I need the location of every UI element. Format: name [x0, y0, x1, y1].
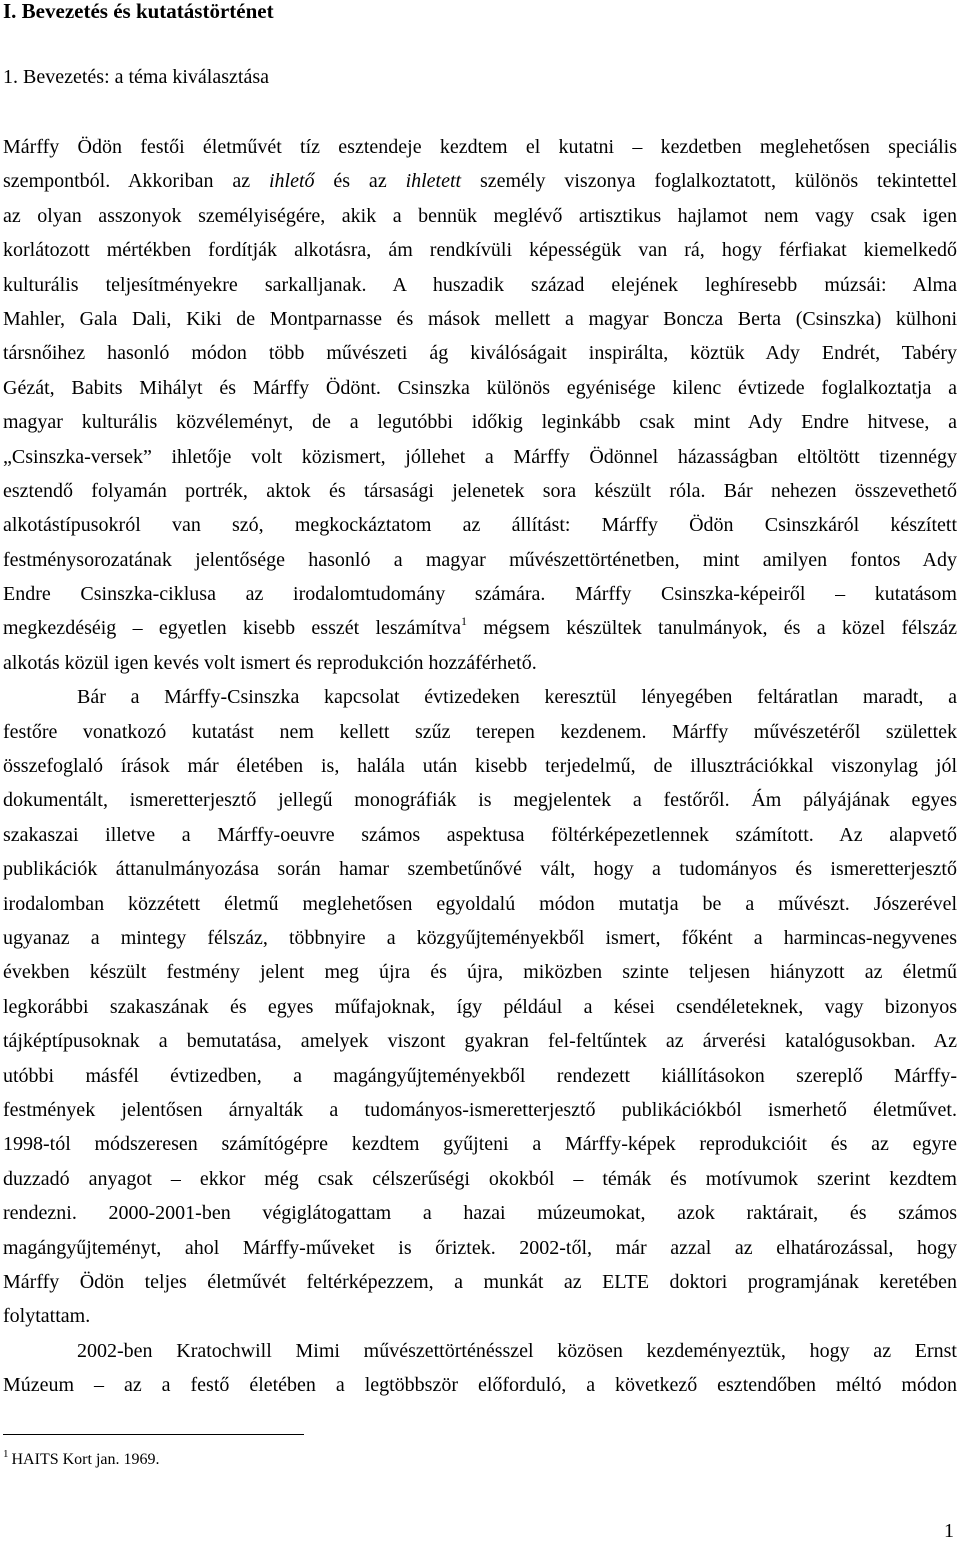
- text-line: utóbbi másfél évtizedben, a magángyűjteményekből rendezett kiállításokon szereplő Márffy-: [3, 1064, 957, 1087]
- text-line: Gézát, Babits Mihályt és Márffy Ödönt. Csinszka különös egyénisége kilenc évtizede foglalkoztatja a: [3, 376, 957, 399]
- emphasized-term: ihletett: [405, 170, 462, 193]
- text-line: publikációk áttanulmányozása során hamar szembetűnővé vált, hogy a tudományos és ismeretterjesztő: [3, 858, 957, 881]
- section-title: 1. Bevezetés: a téma kiválasztása: [3, 66, 269, 88]
- text-line: [3, 611, 957, 645]
- text-line: 2002-ben Kratochwill Mimi művészettörténésszel közösen kezdeményeztük, hogy az Ernst: [77, 1339, 957, 1362]
- footnote: [3, 1448, 159, 1472]
- page-number: 1: [944, 1520, 954, 1542]
- text-line: szakaszai illetve a Márffy-oeuvre számos aspektusa föltérképezetlennek számított. Az alapvető: [3, 823, 957, 846]
- footnote-divider: [3, 1434, 304, 1435]
- text-line: alkotás közül igen kevés volt ismert és reprodukción hozzáférhető.: [3, 651, 537, 674]
- text-line: szempontból. Akkoriban az ihlető és az ihletett személy viszonya foglalkoztatott, különös tekintettel: [3, 170, 957, 193]
- text-line: Múzeum – az a festő életében a legtöbbször előforduló, a következő esztendőben méltó módon: [3, 1374, 957, 1397]
- text-line: az olyan asszonyok személyiségére, akik a bennük meglévő artisztikus hajlamot nem vagy csak igen: [3, 204, 957, 227]
- text-line: magángyűjteményt, ahol Márffy-műveket is őriztek. 2002-től, már azzal az elhatározással, hogy: [3, 1236, 957, 1259]
- text-line: dokumentált, ismeretterjesztő jellegű monográfiák is megjelentek a festőről. Ám pályájának egyes: [3, 789, 957, 812]
- text-line: Bár a Márffy-Csinszka kapcsolat évtizedeken keresztül lényegében feltáratlan maradt, a: [77, 686, 957, 709]
- text-line: festménysorozatának jelentősége hasonló a magyar művészettörténetben, mint amilyen fontos Ady: [3, 548, 957, 571]
- footnote-text: HAITS Kort jan. 1969.: [11, 1451, 160, 1468]
- text-line: Endre Csinszka-ciklusa az irodalomtudomány számára. Márffy Csinszka-képeiről – kutatásom: [3, 583, 957, 606]
- body-text: [3, 130, 957, 1402]
- text-line: tájképtípusoknak a bemutatása, amelyek viszont gyakran fel-feltűntek az árverési katalógusokban. Az: [3, 1030, 957, 1053]
- text-segment: mégsem készültek tanulmányok, és a közel félszáz: [466, 617, 957, 640]
- emphasized-term: ihlető: [269, 170, 315, 193]
- footnote-number: 1: [3, 1448, 9, 1460]
- text-line: Mahler, Gala Dali, Kiki de Montparnasse és mások mellett a magyar Boncza Berta (Csinszka) külhoni: [3, 307, 957, 330]
- text-line: 1998-tól módszeresen számítógépre kezdtem gyűjteni a Márffy-képek reprodukcióit és az egyre: [3, 1133, 957, 1156]
- text-line: Márffy Ödön teljes életművét feltérképezzem, a munkát az ELTE doktori programjának keretében: [3, 1270, 957, 1293]
- text-line: Márffy Ödön festői életművét tíz esztendeje kezdtem el kutatni – kezdetben meglehetősen speciális: [3, 136, 957, 158]
- text-line: magyar kulturális közvéleményt, de a legutóbbi időkig leginkább csak mint Ady Endre hitvese, a: [3, 411, 957, 434]
- text-line: irodalomban közzétett életmű meglehetősen egyoldalú módon mutatja be a művészt. Jószerével: [3, 892, 957, 915]
- text-line: kulturális teljesítményekre sarkalljanak. A huszadik század elejének leghíresebb múzsái: Alma: [3, 273, 957, 296]
- text-line: alkotástípusokról van szó, megkockáztatom az állítást: Márffy Ödön Csinszkáról készített: [3, 514, 957, 537]
- text-segment: megkezdéséig – egyetlen kisebb esszét leszámítva: [3, 617, 461, 640]
- footnote-reference[interactable]: 1: [460, 614, 467, 629]
- text-line: „Csinszka-versek” ihletője volt közismert, jóllehet a Márffy Ödönnel házasságban eltöltött tizennégy: [3, 445, 957, 468]
- text-line: rendezni. 2000-2001-ben végiglátogattam a hazai múzeumokat, azok raktárait, és számos: [3, 1202, 957, 1225]
- text-line: legkorábbi szakaszának és egyes műfajoknak, így például a kései csendéleteknek, vagy bizonyos: [3, 995, 957, 1018]
- text-line: festőre vonatkozó kutatást nem kellett szűz terepen kezdenem. Márffy művészetéről születtek: [3, 720, 957, 743]
- text-line: korlátozott mértékben fordítják alkotásra, ám rendkívüli képességük van rá, hogy férfiakat kiemelkedő: [3, 239, 957, 262]
- text-line: folytattam.: [3, 1305, 91, 1328]
- text-line: években készült festmény jelent meg újra és újra, miközben szinte teljesen hiányzott az életmű: [3, 961, 957, 984]
- text-line: ugyanaz a mintegy félszáz, többnyire a közgyűjteményekből ismert, főként a harmincas-negyvenes: [3, 926, 957, 949]
- chapter-title: I. Bevezetés és kutatástörténet: [3, 0, 274, 23]
- text-line: festmények jelentősen árnyalták a tudományos-ismeretterjesztő publikációkból ismerhető életművet.: [3, 1098, 957, 1121]
- text-line: összefoglaló írások már életében is, halála után kisebb terjedelmű, de illusztrációkkal viszonylag jól: [3, 755, 957, 778]
- text-line: duzzadó anyagot – ekkor még csak célszerűségi okokból – témák és motívumok szerint kezdtem: [3, 1167, 957, 1190]
- text-line: esztendő folyamán portrék, aktok és társasági jelenetek sora készült róla. Bár nehezen összevethető: [3, 479, 957, 502]
- text-line: társnőihez hasonló módon több művészeti ág kiválóságait inspirálta, köztük Ady Endrét, Tabéry: [3, 342, 957, 365]
